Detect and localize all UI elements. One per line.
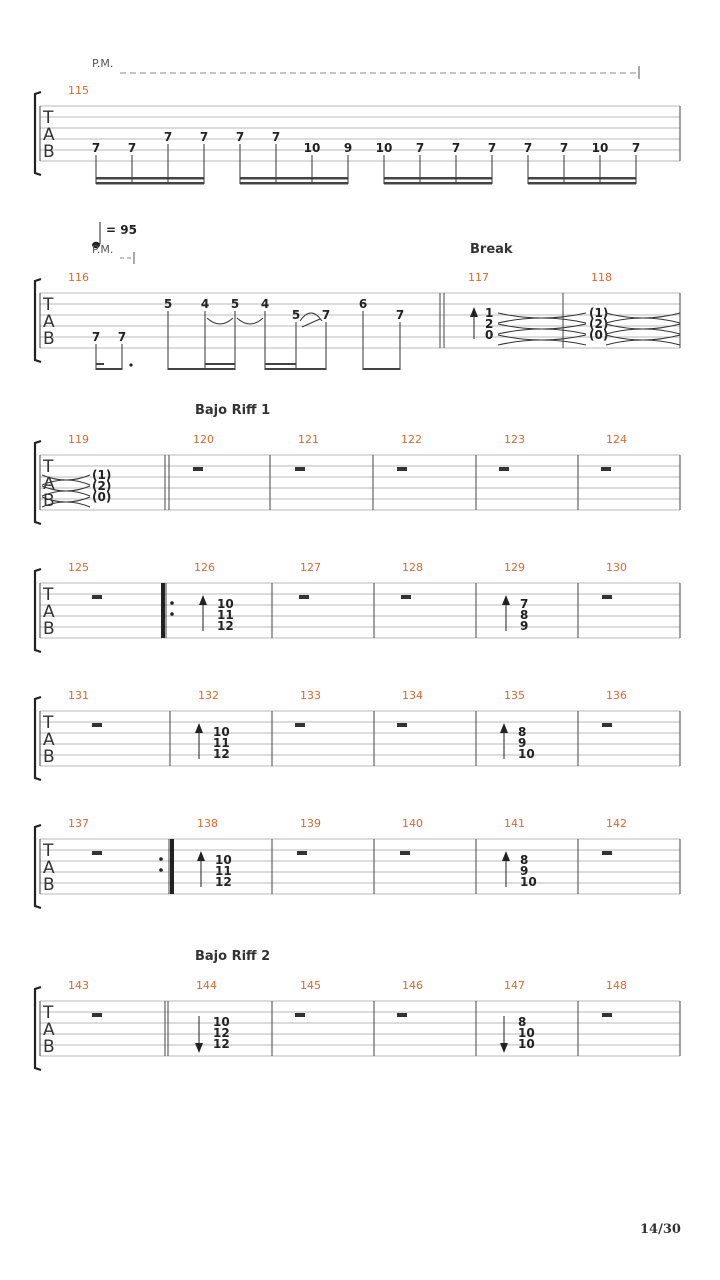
measure-number: 133 — [300, 689, 321, 702]
whole-rest — [92, 595, 102, 599]
slur — [237, 318, 263, 324]
strum-arrowhead — [197, 851, 205, 861]
measure-number: 145 — [300, 979, 321, 992]
fret-number: 9 — [520, 864, 529, 878]
strum-arrowhead — [199, 595, 207, 605]
tab-clef-letter: T — [43, 108, 54, 128]
measure-number: 127 — [300, 561, 321, 574]
fret-number: 10 — [303, 141, 321, 155]
fret-number: 12 — [213, 1026, 230, 1040]
fret-number: (0) — [92, 490, 112, 504]
measure-number: 144 — [196, 979, 217, 992]
tab-clef-letter: T — [43, 457, 54, 477]
fret-number: 7 — [415, 141, 425, 155]
measure-number: 124 — [606, 433, 627, 446]
tab-clef-letter: A — [43, 730, 55, 750]
fret-number: 10 — [215, 853, 232, 867]
fret-number: 7 — [91, 141, 101, 155]
measure-number: 148 — [606, 979, 627, 992]
beam — [363, 368, 400, 370]
fret-number: 1 — [485, 306, 494, 320]
strum-arrowhead — [500, 1043, 508, 1053]
whole-rest — [602, 595, 612, 599]
fret-number: 7 — [199, 130, 209, 144]
beam — [528, 182, 636, 185]
measure-number: 141 — [504, 817, 525, 830]
strum-arrowhead — [195, 1043, 203, 1053]
tab-clef-letter: B — [43, 875, 55, 895]
measure-number: 115 — [68, 84, 89, 97]
tie — [606, 318, 680, 323]
whole-rest — [499, 467, 509, 471]
fret-number: (2) — [92, 479, 112, 493]
beam — [168, 368, 235, 370]
fret-number: 7 — [487, 141, 497, 155]
measure-number: 140 — [402, 817, 423, 830]
tab-clef-letter: B — [43, 619, 55, 639]
measure-number: 134 — [402, 689, 423, 702]
fret-number: 10 — [375, 141, 393, 155]
fret-number: 5 — [230, 297, 240, 311]
fret-number: 7 — [559, 141, 569, 155]
whole-rest — [295, 723, 305, 727]
measure-number: 118 — [591, 271, 612, 284]
measure-number: 120 — [193, 433, 214, 446]
measure-number: 129 — [504, 561, 525, 574]
fret-number: 6 — [358, 297, 368, 311]
whole-rest — [397, 467, 407, 471]
fret-number: 7 — [631, 141, 641, 155]
fret-number: 7 — [395, 308, 405, 322]
slur — [207, 318, 233, 324]
beam — [528, 177, 636, 180]
fret-number: 10 — [217, 597, 234, 611]
tie — [606, 329, 680, 334]
palm-mute-label: P.M. — [92, 243, 114, 256]
repeat-dot — [170, 612, 174, 616]
fret-number: 8 — [518, 1015, 527, 1029]
measure-number: 116 — [68, 271, 89, 284]
strum-arrowhead — [195, 723, 203, 733]
whole-rest — [193, 467, 203, 471]
whole-rest — [92, 851, 102, 855]
measure-number: 147 — [504, 979, 525, 992]
fret-number: 12 — [217, 619, 234, 633]
beam — [96, 363, 104, 365]
tab-clef-letter: A — [43, 312, 55, 332]
whole-rest — [400, 851, 410, 855]
fret-number: 10 — [518, 747, 535, 761]
tab-clef-letter: T — [43, 713, 54, 733]
fret-number: 10 — [213, 1015, 230, 1029]
tempo-marking: = 95 — [106, 223, 137, 237]
palm-mute-label: P.M. — [92, 57, 114, 70]
measure-number: 132 — [198, 689, 219, 702]
strum-arrowhead — [502, 595, 510, 605]
whole-rest — [92, 1013, 102, 1017]
tie — [606, 340, 680, 345]
tab-clef-letter: B — [43, 1037, 55, 1057]
measure-number: 121 — [298, 433, 319, 446]
beam — [265, 368, 326, 370]
beam — [265, 363, 296, 365]
thick-barline — [170, 839, 174, 894]
fret-number: 8 — [518, 725, 527, 739]
tab-clef-letter: A — [43, 1020, 55, 1040]
fret-number: 7 — [163, 130, 173, 144]
measure-number: 117 — [468, 271, 489, 284]
measure-number: 135 — [504, 689, 525, 702]
tie — [498, 318, 586, 323]
tab-clef-letter: A — [43, 474, 55, 494]
measure-number: 131 — [68, 689, 89, 702]
beam — [384, 182, 492, 185]
fret-number: 12 — [213, 747, 230, 761]
fret-number: 7 — [117, 330, 127, 344]
whole-rest — [92, 723, 102, 727]
measure-number: 130 — [606, 561, 627, 574]
measure-number: 125 — [68, 561, 89, 574]
fret-number: 4 — [260, 297, 270, 311]
whole-rest — [299, 595, 309, 599]
strum-arrowhead — [502, 851, 510, 861]
measure-number: 146 — [402, 979, 423, 992]
beam — [96, 177, 204, 180]
fret-number: 7 — [91, 330, 101, 344]
whole-rest — [397, 1013, 407, 1017]
fret-number: 4 — [200, 297, 210, 311]
fret-number: 9 — [520, 619, 529, 633]
fret-number: 7 — [127, 141, 137, 155]
fret-number: 8 — [520, 853, 529, 867]
fret-number: 8 — [520, 608, 529, 622]
dot — [129, 363, 132, 366]
measure-number: 137 — [68, 817, 89, 830]
measure-number: 138 — [197, 817, 218, 830]
whole-rest — [602, 851, 612, 855]
fret-number: (0) — [589, 328, 609, 342]
fret-number: 7 — [520, 597, 529, 611]
whole-rest — [295, 467, 305, 471]
whole-rest — [397, 723, 407, 727]
whole-rest — [602, 723, 612, 727]
fret-number: 0 — [485, 328, 494, 342]
repeat-dot — [170, 601, 174, 605]
fret-number: 2 — [485, 317, 494, 331]
whole-rest — [401, 595, 411, 599]
fret-number: 12 — [213, 1037, 230, 1051]
measure-number: 143 — [68, 979, 89, 992]
section-label: Bajo Riff 2 — [195, 949, 271, 964]
tie — [498, 340, 586, 345]
fret-number: 5 — [163, 297, 173, 311]
measure-number: 119 — [68, 433, 89, 446]
section-label: Break — [470, 242, 513, 257]
fret-number: 10 — [213, 725, 230, 739]
tab-clef-letter: B — [43, 142, 55, 162]
beam — [240, 182, 348, 185]
fret-number: 9 — [343, 141, 353, 155]
repeat-dot — [159, 857, 163, 861]
tie — [498, 329, 586, 334]
tab-clef-letter: T — [43, 1003, 54, 1023]
fret-number: 11 — [217, 608, 234, 622]
strum-arrowhead — [470, 307, 478, 317]
whole-rest — [297, 851, 307, 855]
tab-clef-letter: T — [43, 295, 54, 315]
fret-number: 5 — [291, 308, 301, 322]
fret-number: 10 — [518, 1026, 535, 1040]
measure-number: 126 — [194, 561, 215, 574]
fret-number: 10 — [520, 875, 537, 889]
fret-number: 7 — [235, 130, 245, 144]
beam — [96, 182, 204, 185]
fret-number: (2) — [589, 317, 609, 331]
section-label: Bajo Riff 1 — [195, 403, 271, 418]
beam — [205, 363, 235, 365]
fret-number: 7 — [271, 130, 281, 144]
tab-clef-letter: B — [43, 491, 55, 511]
beam — [384, 177, 492, 180]
fret-number: 7 — [523, 141, 533, 155]
tab-clef-letter: B — [43, 329, 55, 349]
fret-number: 10 — [591, 141, 609, 155]
fret-number: 7 — [321, 308, 331, 322]
whole-rest — [601, 467, 611, 471]
repeat-dot — [159, 868, 163, 872]
measure-number: 122 — [401, 433, 422, 446]
fret-number: 9 — [518, 736, 527, 750]
tab-clef-letter: B — [43, 747, 55, 767]
beam — [240, 177, 348, 180]
whole-rest — [602, 1013, 612, 1017]
measure-number: 128 — [402, 561, 423, 574]
fret-number: 11 — [213, 736, 230, 750]
measure-number: 123 — [504, 433, 525, 446]
fret-number: 7 — [451, 141, 461, 155]
tab-clef-letter: T — [43, 585, 54, 605]
thick-barline — [161, 583, 165, 638]
fret-number: 11 — [215, 864, 232, 878]
measure-number: 136 — [606, 689, 627, 702]
page-number: 14/30 — [640, 1222, 681, 1237]
beam — [96, 368, 122, 370]
measure-number: 139 — [300, 817, 321, 830]
fret-number: (1) — [589, 306, 609, 320]
tab-clef-letter: T — [43, 841, 54, 861]
tab-clef-letter: A — [43, 858, 55, 878]
tab-clef-letter: A — [43, 602, 55, 622]
measure-number: 142 — [606, 817, 627, 830]
whole-rest — [295, 1013, 305, 1017]
fret-number: (1) — [92, 468, 112, 482]
strum-arrowhead — [500, 723, 508, 733]
fret-number: 10 — [518, 1037, 535, 1051]
fret-number: 12 — [215, 875, 232, 889]
tab-clef-letter: A — [43, 125, 55, 145]
